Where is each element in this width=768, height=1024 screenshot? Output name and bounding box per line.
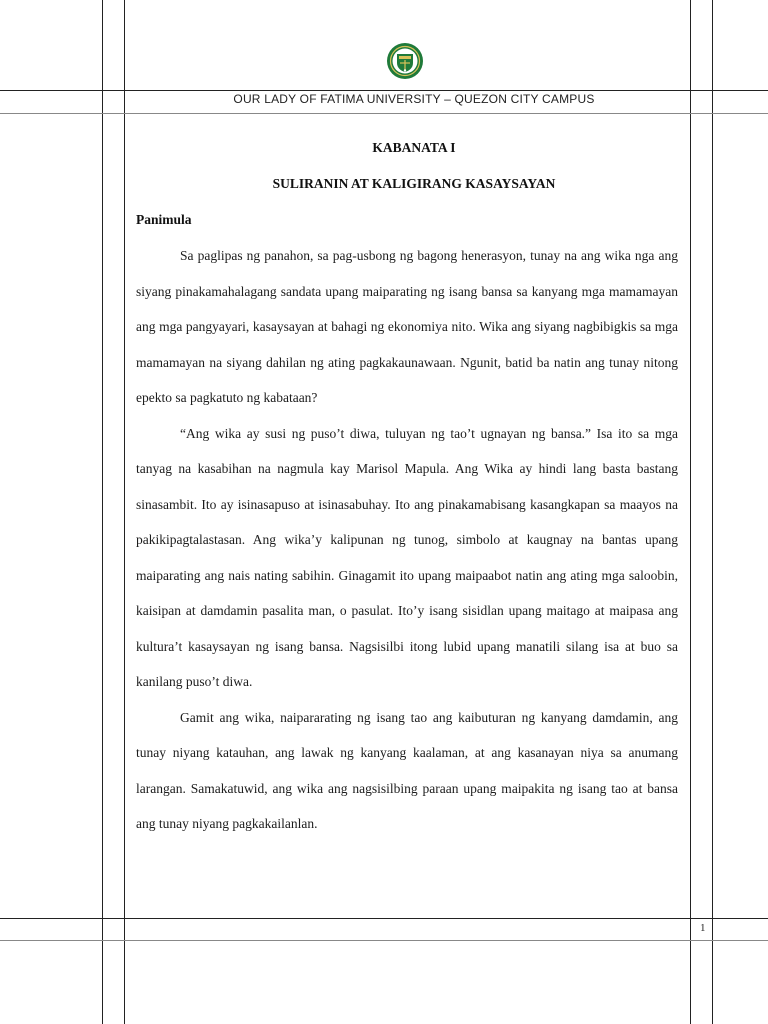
border-line-right-outer [712, 0, 713, 1024]
paragraph: Sa paglipas ng panahon, sa pag-usbong ng bagong henerasyon, tunay na ang wika nga ang siyang pinakamahalagang sandata upang maiparating ng isang bansa sa kanyang mga mamamayan ang mga pangyayari, kasaysayan at bahagi ng ekonomiya nito. Wika ang siyang nagbibigkis sa mga mamamayan na siyang dahilan ng ating pagkakaunawaan. Ngunit, batid ba natin ang tunay nitong epekto sa pagkatuto ng kabataan? [136, 248, 678, 405]
border-line-left-outer [102, 0, 103, 1024]
body-paragraphs [136, 238, 678, 842]
border-line-footer-bottom [0, 940, 768, 941]
section-heading: Panimula [136, 212, 192, 227]
border-line-footer-top [0, 918, 768, 919]
university-header: OUR LADY OF FATIMA UNIVERSITY – QUEZON CITY CAMPUS [233, 92, 595, 106]
university-seal-icon [386, 42, 424, 80]
border-line-header-top [0, 90, 768, 91]
paragraph: Gamit ang wika, naipararating ng isang tao ang kaibuturan ng kanyang damdamin, ang tunay niyang katauhan, ang lawak ng kanyang kaalaman, at ang kasanayan niya sa anumang larangan. Samakatuwid, ang wika ang nagsisilbing paraan upang maipakita ng isang tao at bansa ang tunay niyang pagkakailanlan. [136, 709, 678, 831]
page-number: 1 [700, 922, 706, 934]
chapter-number: KABANATA I [372, 140, 456, 155]
border-line-header-bottom [0, 113, 768, 114]
paragraph: “Ang wika ay susi ng puso’t diwa, tuluyan ng tao’t ugnayan ng bansa.” Isa ito sa mga tanyag na kasabihan na nagmula kay Marisol Mapula. Ang Wika ay hindi lang basta bastang sinasambit. Ito ay isinasapuso at isinasabuhay. Ito ang pinakamabisang kasangkapan sa maayos na pakikipagtalastasan. Ang wika’y kalipunan ng tunog, simbolo at kaugnay na bantas upang maiparating ang nais nating sabihin. Ginagamit ito upang maipaabot natin ang ating mga saloobin, kaisipan at damdamin pasalita man, o pasulat. Ito’y isang sisidlan upang maitago at maipasa ang kultura’t kasaysayan ng isang bansa. Nagsisilbi itong lubid upang manatili silang isa at buo sa kanilang puso’t diwa. [136, 425, 678, 689]
chapter-title: SULIRANIN AT KALIGIRANG KASAYSAYAN [272, 176, 556, 191]
